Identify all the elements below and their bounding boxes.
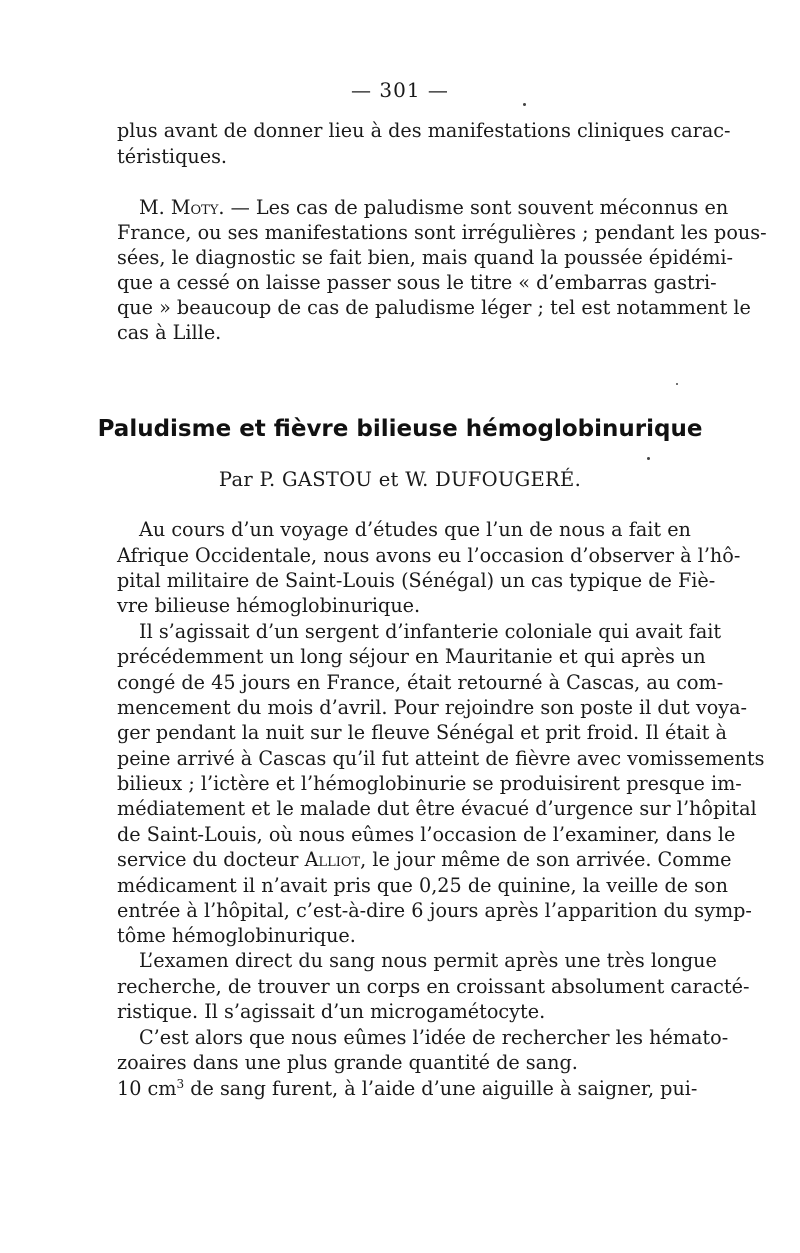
body-line: service du docteur Alliot, le jour même de son arrivée. Comme	[117, 848, 732, 871]
scan-speck	[523, 103, 526, 106]
body-line: ristique. Il s’agissait d’un microgamétocyte.	[117, 1000, 546, 1023]
text-line: téristiques.	[117, 145, 228, 168]
doctor-name: Alliot	[304, 848, 361, 871]
body-line: vre bilieuse hémoglobinurique.	[117, 594, 421, 617]
discussion-line: que a cessé on laisse passer sous le titre « d’embarras gastri-	[117, 271, 717, 294]
body-line: C’est alors que nous eûmes l’idée de rechercher les hémato-	[139, 1026, 729, 1049]
body-line: médiatement et le malade dut être évacué d’urgence sur l’hôpital	[117, 797, 757, 820]
body-line: peine arrivé à Cascas qu’il fut atteint de fièvre avec vomissements	[117, 747, 765, 770]
discussion-line: cas à Lille.	[117, 321, 222, 344]
scan-speck	[647, 457, 650, 460]
discussion-line: sées, le diagnostic se fait bien, mais quand la poussée épidémi-	[117, 246, 734, 269]
body-line: pital militaire de Saint-Louis (Sénégal) un cas typique de Fiè-	[117, 569, 716, 592]
text-line: plus avant de donner lieu à des manifestations cliniques carac-	[117, 119, 731, 142]
article-title: Paludisme et fièvre bilieuse hémoglobinurique	[97, 416, 703, 442]
body-line: précédemment un long séjour en Mauritanie et qui après un	[117, 645, 706, 668]
body-line: recherche, de trouver un corps en croissant absolument caracté-	[117, 975, 750, 998]
body-line: mencement du mois d’avril. Pour rejoindre son poste il dut voya-	[117, 696, 748, 719]
body-line: 10 $cm^3$ de sang furent, à l’aide d’une aiguille à saigner, pui-	[117, 1077, 698, 1100]
article-byline: Par P. GASTOU et W. DUFOUGERÉ.	[218, 468, 582, 491]
body-line: tôme hémoglobinurique.	[117, 924, 356, 947]
body-line: médicament il n’avait pris que 0,25 de quinine, la veille de son	[117, 874, 728, 897]
speaker-name: M. Moty.	[139, 196, 225, 219]
body-line: congé de 45 jours en France, était retourné à Cascas, au com-	[117, 671, 724, 694]
body-line: Il s’agissait d’un sergent d’infanterie coloniale qui avait fait	[139, 620, 722, 643]
discussion-line: France, ou ses manifestations sont irrégulières ; pendant les pous-	[117, 221, 767, 244]
body-line: Au cours d’un voyage d’études que l’un de nous a fait en	[139, 518, 691, 541]
scan-speck	[676, 383, 678, 385]
body-line: de Saint-Louis, où nous eûmes l’occasion de l’examiner, dans le	[117, 823, 736, 846]
body-line: L’examen direct du sang nous permit après une très longue	[139, 949, 717, 972]
discussion-line: M. Moty. — Les cas de paludisme sont souvent méconnus en	[139, 196, 729, 219]
page-number: — 301 —	[351, 78, 449, 102]
body-line: entrée à l’hôpital, c’est-à-dire 6 jours après l’apparition du symp-	[117, 899, 752, 922]
body-line: bilieux ; l’ictère et l’hémoglobinurie se produisirent presque im-	[117, 772, 742, 795]
body-line: Afrique Occidentale, nous avons eu l’occasion d’observer à l’hô-	[117, 544, 741, 567]
body-line: ger pendant la nuit sur le fleuve Sénégal et prit froid. Il était à	[117, 721, 727, 744]
discussion-line: que » beaucoup de cas de paludisme léger ; tel est notamment le	[117, 296, 751, 319]
body-line: zoaires dans une plus grande quantité de sang.	[117, 1051, 578, 1074]
